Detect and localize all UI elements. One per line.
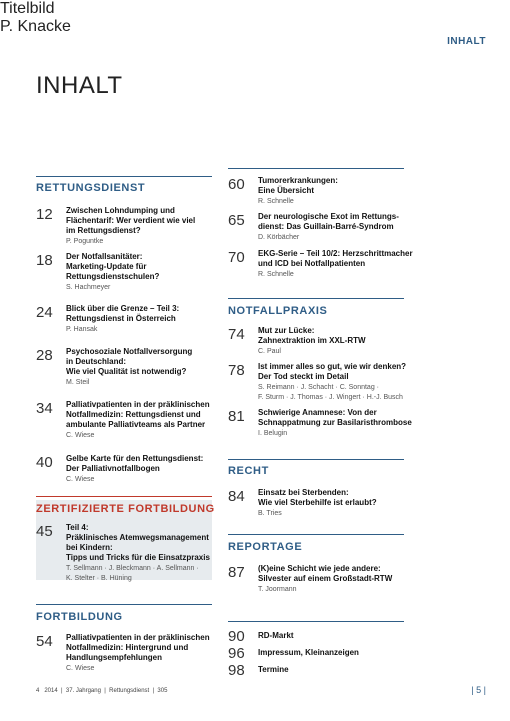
entry-title: Notfallmedizin: Hintergrund und	[66, 643, 189, 652]
section-rule	[36, 176, 212, 177]
entry-title: Schnappatmung zur Basilaristhrombose	[258, 418, 412, 427]
entry-title: Notfallmedizin: Rettungsdienst und	[66, 410, 201, 419]
entry-title: im Rettungsdienst?	[66, 226, 141, 235]
cover-credit-name: P. Knacke	[0, 18, 71, 35]
entry-title: EKG-Serie – Teil 10/2: Herzschrittmacher	[258, 249, 413, 258]
page-number-footer: | 5 |	[471, 685, 486, 695]
footer-info: 4 2014 | 37. Jahrgang | Rettungsdienst | 305	[36, 688, 168, 694]
page-number: 74	[228, 326, 245, 343]
entry-title: Teil 4:	[66, 523, 89, 532]
entry-title: Eine Übersicht	[258, 186, 315, 195]
entry-author: T. Joormann	[258, 586, 297, 593]
entry-author: R. Schnelle	[258, 198, 294, 205]
section-title-rettungsdienst: RETTUNGSDIENST	[36, 182, 146, 194]
section-rule	[36, 496, 212, 497]
page-number: 98	[228, 662, 245, 679]
entry-title: Palliativpatienten in der präklinischen	[66, 633, 210, 642]
page-number: 54	[36, 633, 53, 650]
page-number: 18	[36, 252, 53, 269]
header-label: INHALT	[447, 36, 486, 47]
entry-author: P. Poguntke	[66, 238, 104, 245]
entry-title: Rettungsdienst in Österreich	[66, 314, 176, 323]
page-number: 87	[228, 564, 245, 581]
entry-title: Psychosoziale Notfallversorgung	[66, 347, 193, 356]
entry-title: Impressum, Kleinanzeigen	[258, 648, 359, 657]
section-rule	[228, 459, 404, 460]
entry-title: in Deutschland:	[66, 357, 127, 366]
section-title-fortbildung: FORTBILDUNG	[36, 611, 123, 623]
entry-title: RD-Markt	[258, 631, 294, 640]
entry-title: Rettungsdienstschulen?	[66, 272, 160, 281]
page-number: 12	[36, 206, 53, 223]
entry-title: und ICD bei Notfallpatienten	[258, 259, 366, 268]
page-number: 34	[36, 400, 53, 417]
entry-title: Mut zur Lücke:	[258, 326, 315, 335]
entry-title: ambulante Palliativteams als Partner	[66, 420, 206, 429]
entry-title: Wie viel Qualität ist notwendig?	[66, 367, 187, 376]
page-number: 40	[36, 454, 53, 471]
entry-title: Präklinisches Atemwegsmanagement	[66, 533, 209, 542]
entry-title: Wie viel Sterbehilfe ist erlaubt?	[258, 498, 377, 507]
entry-title: Der Tod steckt im Detail	[258, 372, 349, 381]
section-title-recht: RECHT	[228, 465, 269, 477]
entry-author: I. Belugin	[258, 430, 288, 437]
page-number: 90	[228, 628, 245, 645]
entry-author: C. Wiese	[66, 432, 95, 439]
entry-author: C. Wiese	[66, 665, 95, 672]
entry-author: C. Paul	[258, 348, 281, 355]
entry-title: Flächentarif: Wer verdient wie viel	[66, 216, 196, 225]
entry-title: Zahnextraktion im XXL-RTW	[258, 336, 366, 345]
entry-title: Tipps und Tricks für die Einsatzpraxis	[66, 553, 210, 562]
section-title-notfallpraxis: NOTFALLPRAXIS	[228, 305, 328, 317]
section-rule	[228, 534, 404, 535]
section-title-zertifizierte-fortbildung: ZERTIFIZIERTE FORTBILDUNG	[36, 503, 215, 515]
page-number: 81	[228, 408, 245, 425]
entry-author: T. Sellmann · J. Bleckmann · A. Sellmann ·	[66, 565, 199, 572]
section-rule	[228, 168, 404, 169]
page-number: 65	[228, 212, 245, 229]
page-number: 78	[228, 362, 245, 379]
entry-author: C. Wiese	[66, 476, 95, 483]
entry-title: Einsatz bei Sterbenden:	[258, 488, 349, 497]
entry-title: Zwischen Lohndumping und	[66, 206, 175, 215]
page-number: 96	[228, 645, 245, 662]
entry-title: Der Palliativnotfallbogen	[66, 464, 160, 473]
entry-title: Silvester auf einem Großstadt-RTW	[258, 574, 393, 583]
entry-title: (K)eine Schicht wie jede andere:	[258, 564, 381, 573]
entry-author: F. Sturm · J. Thomas · J. Wingert · H.-J. Busch	[258, 394, 403, 401]
section-rule	[228, 298, 404, 299]
entry-title: Palliativpatienten in der präklinischen	[66, 400, 210, 409]
entry-author: S. Reimann · J. Schacht · C. Sonntag ·	[258, 384, 379, 391]
entry-title: Schwierige Anamnese: Von der	[258, 408, 377, 417]
entry-author: P. Hansak	[66, 326, 98, 333]
entry-author: B. Tries	[258, 510, 282, 517]
entry-title: Ist immer alles so gut, wie wir denken?	[258, 362, 407, 371]
entry-author: S. Hachmeyer	[66, 284, 111, 291]
entry-author: R. Schnelle	[258, 271, 294, 278]
entry-author: M. Steil	[66, 379, 90, 386]
entry-title: Der Notfallsanitäter:	[66, 252, 143, 261]
entry-title: dienst: Das Guillain-Barré-Syndrom	[258, 222, 394, 231]
section-rule	[228, 621, 404, 622]
entry-title: bei Kindern:	[66, 543, 113, 552]
cover-credit	[0, 0, 71, 36]
page-number: 84	[228, 488, 245, 505]
page-number: 24	[36, 304, 53, 321]
section-title-reportage: REPORTAGE	[228, 541, 303, 553]
cover-credit-label: Titelbild	[0, 0, 55, 17]
page-number: 28	[36, 347, 53, 364]
page-number: 70	[228, 249, 245, 266]
section-rule	[36, 604, 212, 605]
entry-author: D. Körbächer	[258, 234, 300, 241]
entry-author: K. Stelter · B. Hüning	[66, 575, 132, 582]
entry-title: Handlungsempfehlungen	[66, 653, 162, 662]
entry-title: Tumorerkrankungen:	[258, 176, 338, 185]
page-number: 60	[228, 176, 245, 193]
entry-title: Marketing-Update für	[66, 262, 147, 271]
entry-title: Gelbe Karte für den Rettungsdienst:	[66, 454, 204, 463]
page-number: 45	[36, 523, 53, 540]
entry-title: Termine	[258, 665, 289, 674]
entry-title: Blick über die Grenze – Teil 3:	[66, 304, 180, 313]
entry-title: Der neurologische Exot im Rettungs-	[258, 212, 399, 221]
page-title: INHALT	[36, 72, 123, 99]
